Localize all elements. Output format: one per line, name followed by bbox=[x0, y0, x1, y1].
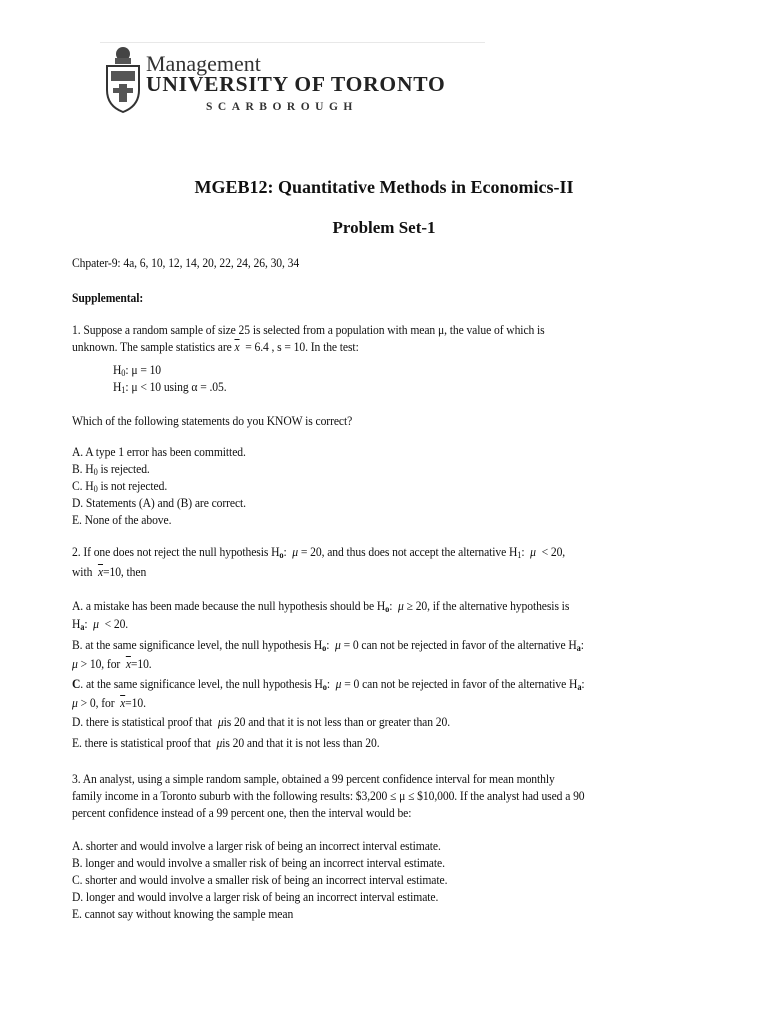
q2-line2: with $\overline{x}=10$, then bbox=[72, 565, 147, 579]
q1-h0: $H_0$: μ = 10 bbox=[113, 363, 162, 378]
q3-line1: 3. An analyst, using a simple random sample, obtained a 99 percent confidence interval for mean monthly bbox=[72, 772, 555, 786]
page-subtitle: Problem Set-1 bbox=[332, 218, 436, 237]
q1-option-e: E. None of the above. bbox=[72, 513, 172, 527]
q1-option-c: C. $H_0$ is not rejected. bbox=[72, 479, 168, 494]
q2-option-e: E. there is statistical proof that μis 20 and that it is not less than 20. bbox=[72, 736, 380, 750]
q1-question: Which of the following statements do you KNOW is correct? bbox=[72, 414, 353, 428]
header-university: UNIVERSITY OF TORONTO bbox=[146, 72, 446, 96]
q2-option-c-line2: μ > 0, for $\overline{x}=10$. bbox=[72, 696, 146, 710]
crest-icon bbox=[103, 44, 143, 114]
page-title: MGEB12: Quantitative Methods in Economics-II bbox=[194, 177, 574, 197]
q2-option-d: D. there is statistical proof that μis 20 and that it is not less than or greater than 20. bbox=[72, 715, 451, 729]
q3-line3: percent confidence instead of a 99 percent one, then the interval would be: bbox=[72, 806, 412, 820]
q1-option-d: D. Statements (A) and (B) are correct. bbox=[72, 496, 247, 510]
q2-option-b-line1: B. at the same significance level, the null hypothesis $H_o$: μ = 0 can not be rejected in favor of the alternative $H_a$: bbox=[72, 638, 584, 653]
header-campus: SCARBOROUGH bbox=[206, 101, 358, 113]
q3-option-d: D. longer and would involve a larger risk of being an incorrect interval estimate. bbox=[72, 890, 439, 904]
q2-option-c-line1: C. at the same significance level, the null hypothesis $H_o$: μ = 0 can not be rejected in favor of the alternative $H_a$: bbox=[72, 677, 585, 692]
q3-option-e: E. cannot say without knowing the sample mean bbox=[72, 907, 294, 921]
q2-line1: 2. If one does not reject the null hypothesis $H_o$: μ = 20, and thus does not accept the alternative $H_1$: μ < 20, bbox=[72, 545, 566, 560]
q1-line1: 1. Suppose a random sample of size 25 is selected from a population with mean μ, the value of which is bbox=[72, 323, 545, 337]
q2-option-a-line1: A. a mistake has been made because the null hypothesis should be $H_o$: μ ≥ 20, if the alternative hypothesis is bbox=[72, 599, 570, 614]
q2-option-a-line2: $H_a$: μ < 20. bbox=[72, 617, 129, 632]
q1-option-b: B. $H_0$ is rejected. bbox=[72, 462, 150, 477]
header-rule bbox=[100, 42, 485, 43]
q1-line2: unknown. The sample statistics are $\overline{x} = 6.4$ , s = 10. In the test: bbox=[72, 340, 359, 354]
q2-option-b-line2: μ > 10, for $\overline{x}=10$. bbox=[72, 657, 152, 671]
q3-option-c: C. shorter and would involve a smaller risk of being an incorrect interval estimate. bbox=[72, 873, 448, 887]
header-management: Management bbox=[146, 51, 261, 76]
chapter-list: Chpater-9: 4a, 6, 10, 12, 14, 20, 22, 24, 26, 30, 34 bbox=[72, 256, 300, 270]
supplemental-heading: Supplemental: bbox=[72, 291, 144, 305]
q3-option-a: A. shorter and would involve a larger risk of being an incorrect interval estimate. bbox=[72, 839, 441, 853]
q3-line2: family income in a Toronto suburb with the following results: $3,200 ≤ μ ≤ $10,000. If the analyst had used a 90 bbox=[72, 789, 585, 803]
q1-option-a: A. A type 1 error has been committed. bbox=[72, 445, 246, 459]
q3-option-b: B. longer and would involve a smaller risk of being an incorrect interval estimate. bbox=[72, 856, 445, 870]
q1-h1: $H_1$: μ < 10 using α = .05. bbox=[113, 380, 227, 395]
